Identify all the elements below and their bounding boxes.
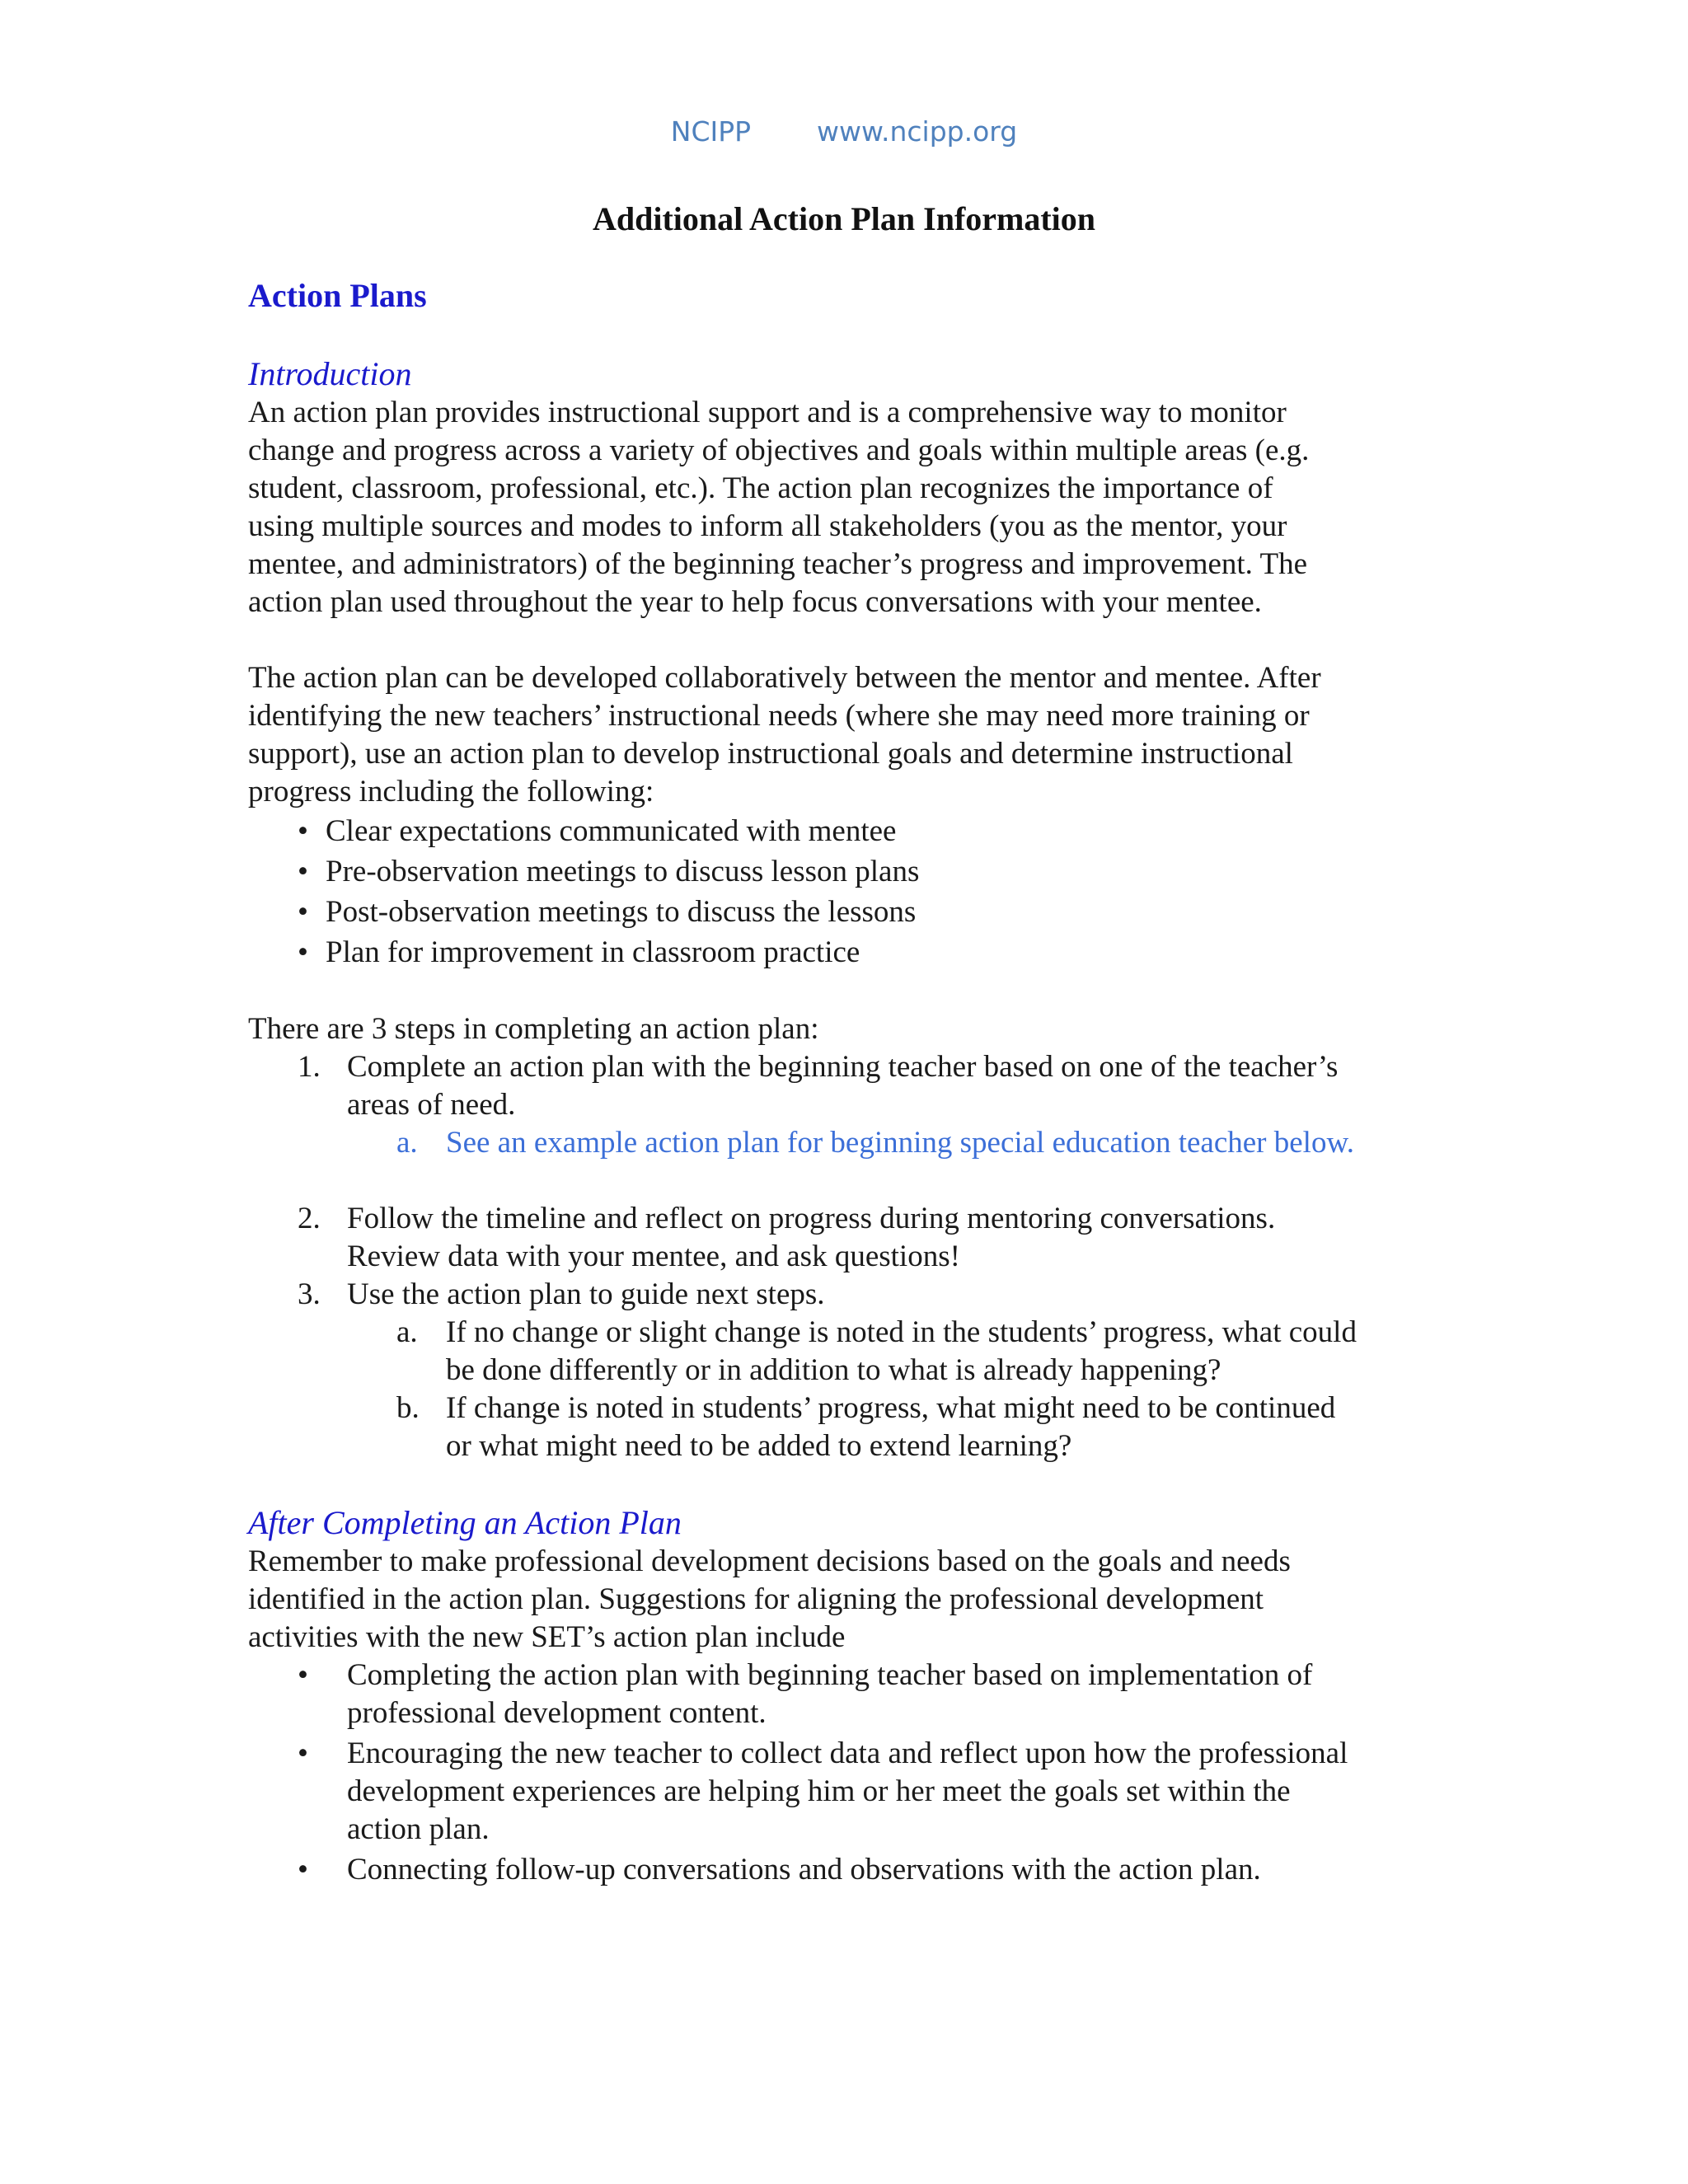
introduction-heading: Introduction [248, 355, 412, 392]
intro-paragraph-1 [248, 394, 1451, 621]
sub-list [347, 1124, 1451, 1162]
sub-text: If no change or slight change is noted in the students’ progress, what could [446, 1315, 1357, 1349]
text-line: progress including the following: [248, 775, 654, 808]
after-heading: After Completing an Action Plan [248, 1504, 682, 1541]
step-text: areas of need. [347, 1088, 516, 1122]
sub-letter: a. [396, 1315, 418, 1349]
sub-item [248, 1390, 1451, 1465]
page-header [0, 115, 1688, 148]
step-number: 1. [298, 1050, 321, 1084]
bullet-icon: • [298, 1658, 308, 1692]
bullet-icon: • [298, 855, 308, 888]
step-text: Follow the timeline and reflect on progress during mentoring conversations. [347, 1202, 1276, 1235]
sub-letter: b. [396, 1391, 420, 1425]
sub-text[interactable]: See an example action plan for beginning special education teacher below. [446, 1126, 1355, 1160]
list-item [248, 811, 1451, 851]
intro-paragraph-2 [248, 659, 1451, 811]
steps-intro: There are 3 steps in completing an action plan: [248, 1012, 819, 1046]
step-item [248, 1200, 1451, 1276]
steps-list [248, 1048, 1451, 1465]
header-org: NCIPP [670, 115, 752, 148]
list-item-text: Post-observation meetings to discuss the lessons [326, 895, 917, 929]
step-text: Complete an action plan with the beginning teacher based on one of the teacher’s [347, 1050, 1339, 1084]
text-line: using multiple sources and modes to inform all stakeholders (you as the mentor, your [248, 509, 1287, 543]
text-line: identified in the action plan. Suggestions for aligning the professional development [248, 1582, 1264, 1616]
text-line: support), use an action plan to develop instructional goals and determine instructional [248, 737, 1293, 771]
bullet-icon: • [298, 1853, 308, 1886]
list-item-text: Clear expectations communicated with mentee [326, 814, 897, 848]
after-paragraph [248, 1543, 1451, 1657]
step-item [248, 1276, 1451, 1465]
bullet-icon: • [298, 814, 308, 848]
sub-list [347, 1314, 1451, 1465]
step-number: 3. [298, 1277, 321, 1311]
header-url[interactable]: www.ncipp.org [817, 115, 1018, 148]
step-number: 2. [298, 1202, 321, 1235]
sub-text: be done differently or in addition to what is already happening? [446, 1353, 1221, 1387]
step-text: Use the action plan to guide next steps. [347, 1277, 825, 1311]
document-body [248, 277, 1451, 1891]
bullet-icon: • [298, 895, 308, 929]
text-line: The action plan can be developed collaboratively between the mentor and mentee. After [248, 661, 1321, 695]
step-text: Review data with your mentee, and ask questions! [347, 1240, 960, 1273]
bullet-icon: • [298, 935, 308, 969]
text-line: identifying the new teachers’ instructional needs (where she may need more training or [248, 699, 1310, 733]
list-item-text: development experiences are helping him or her meet the goals set within the [347, 1774, 1291, 1808]
list-item-text: Encouraging the new teacher to collect data and reflect upon how the professional [347, 1736, 1348, 1770]
document-title: Additional Action Plan Information [592, 200, 1096, 237]
text-line: mentee, and administrators) of the beginning teacher’s progress and improvement. The [248, 547, 1308, 581]
list-item [248, 892, 1451, 932]
sub-letter: a. [396, 1126, 418, 1160]
list-item-text: professional development content. [347, 1696, 767, 1730]
text-line: activities with the new SET’s action plan include [248, 1620, 846, 1654]
section-title: Action Plans [248, 277, 427, 314]
step-item [248, 1048, 1451, 1200]
list-item-text: Connecting follow-up conversations and observations with the action plan. [347, 1853, 1261, 1886]
sub-text: or what might need to be added to extend learning? [446, 1429, 1072, 1463]
sub-item-link[interactable] [248, 1124, 1451, 1162]
text-line: Remember to make professional development decisions based on the goals and needs [248, 1544, 1291, 1578]
list-item [248, 1851, 1451, 1889]
list-item-text: Pre-observation meetings to discuss lesson plans [326, 855, 920, 888]
list-item [248, 932, 1451, 972]
text-line: An action plan provides instructional support and is a comprehensive way to monitor [248, 396, 1287, 429]
sub-text: If change is noted in students’ progress, what might need to be continued [446, 1391, 1336, 1425]
text-line: change and progress across a variety of objectives and goals within multiple areas (e.g. [248, 434, 1310, 467]
sub-item [248, 1314, 1451, 1390]
after-bullet-list [248, 1657, 1451, 1889]
text-line: action plan used throughout the year to help focus conversations with your mentee. [248, 585, 1262, 619]
text-line: student, classroom, professional, etc.). The action plan recognizes the importance of [248, 471, 1273, 505]
intro-bullet-list [248, 811, 1451, 972]
list-item [248, 1657, 1451, 1732]
list-item [248, 1735, 1451, 1849]
list-item [248, 851, 1451, 892]
list-item-text: Completing the action plan with beginning teacher based on implementation of [347, 1658, 1313, 1692]
list-item-text: action plan. [347, 1812, 490, 1846]
list-item-text: Plan for improvement in classroom practice [326, 935, 860, 969]
bullet-icon: • [298, 1736, 308, 1770]
